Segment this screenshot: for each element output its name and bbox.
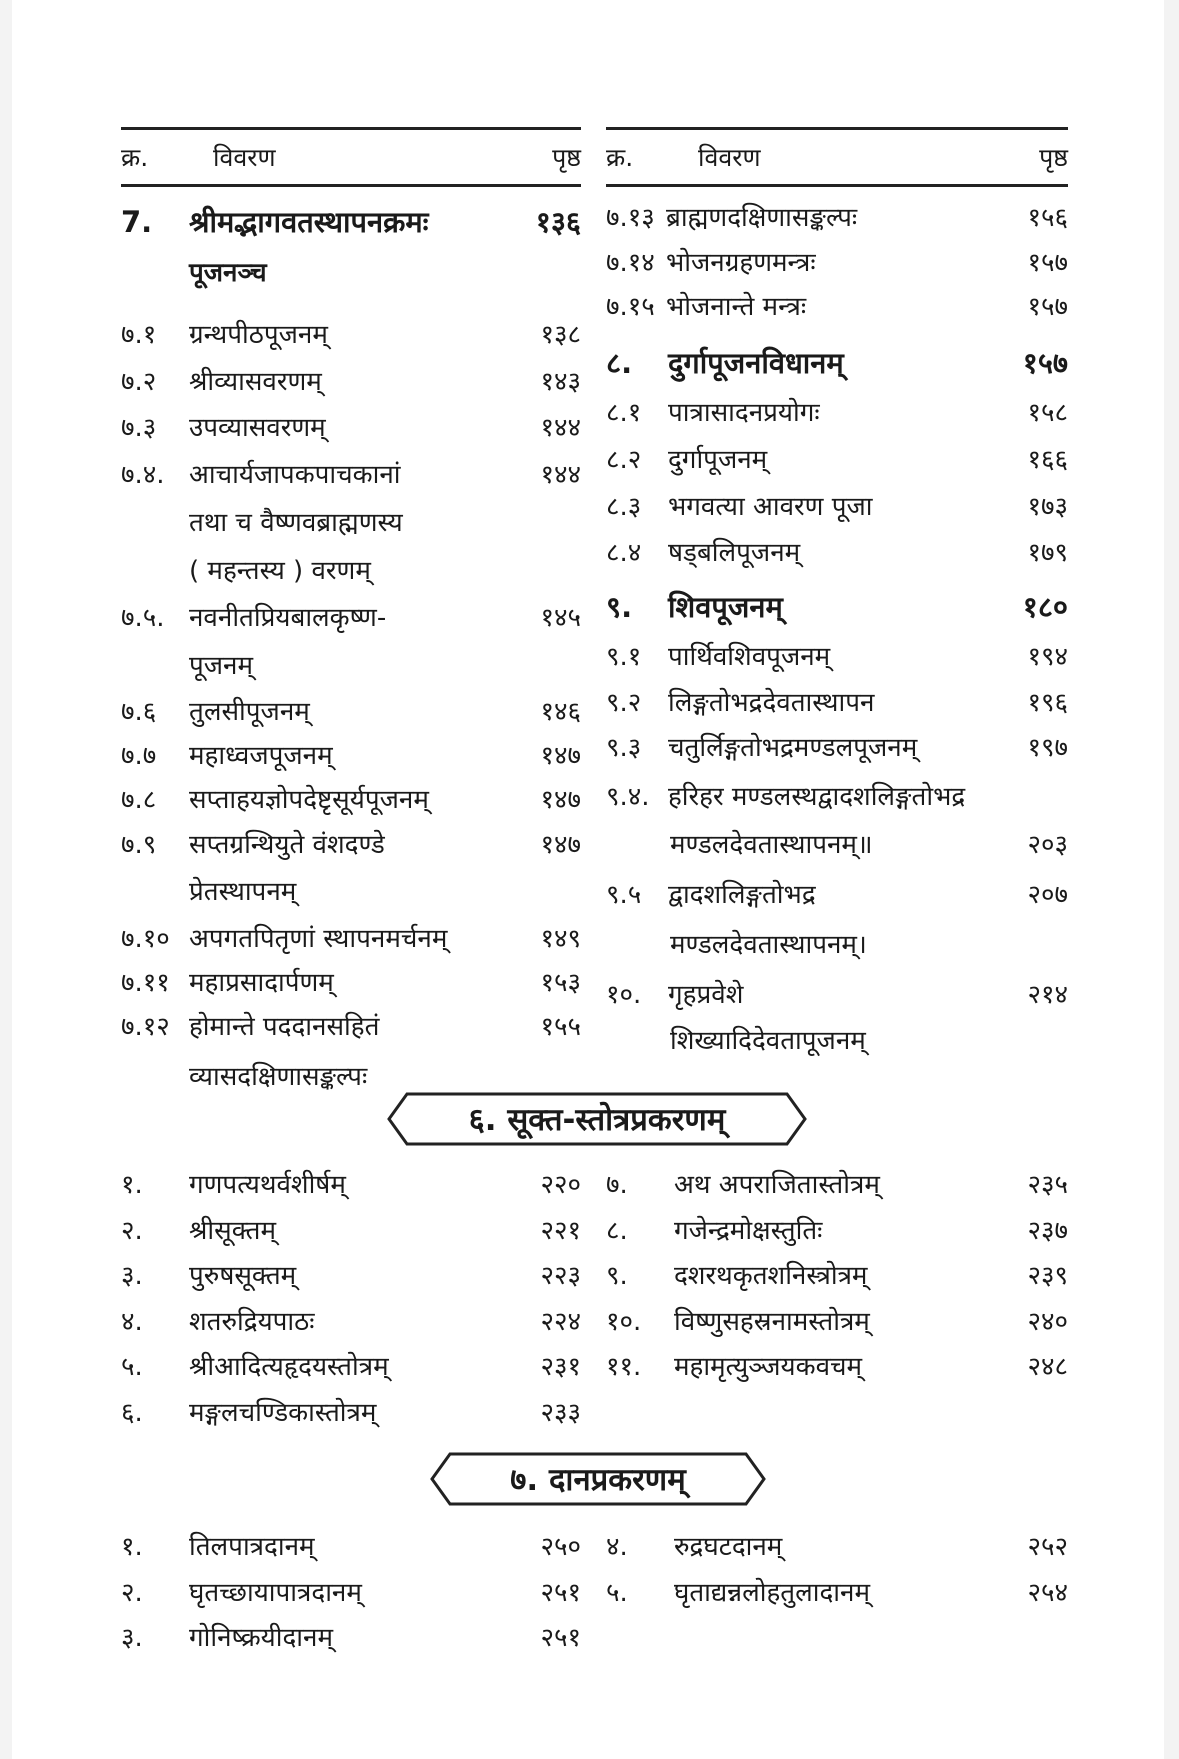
entry-title: तुलसीपूजनम्	[189, 697, 310, 727]
section-banner-6	[387, 1092, 807, 1146]
entry-number: ९.	[606, 590, 633, 624]
entry-number: ७.११	[121, 968, 170, 998]
entry-number: ८.	[606, 346, 633, 380]
item-title: गोनिष्क्रयीदानम्	[189, 1623, 333, 1653]
item-number: ५.	[121, 1352, 143, 1382]
entry-title: तथा च वैष्णवब्राह्मणस्य	[189, 508, 403, 538]
item-title: दशरथकृतशनिस्त्रोत्रम्	[674, 1261, 868, 1291]
entry-page: १४४	[540, 460, 581, 490]
entry-page: १६६	[1027, 445, 1068, 475]
entry-title: ग्रन्थपीठपूजनम्	[189, 320, 328, 350]
entry-title: दुर्गापूजनविधानम्	[668, 346, 844, 380]
item-page: २२१	[540, 1215, 581, 1246]
entry-title: शिख्यादिदेवतापूजनम्	[670, 1026, 866, 1056]
item-number: ९.	[606, 1261, 628, 1291]
document-page	[12, 0, 1164, 1759]
table-header-left	[121, 127, 581, 187]
item-title: घृताद्यन्नलोहतुलादानम्	[674, 1577, 870, 1608]
entry-title: चतुर्लिङ्गतोभद्रमण्डलपूजनम्	[668, 733, 918, 763]
entry-number: ७.५.	[121, 603, 165, 633]
item-page: २४०	[1027, 1306, 1068, 1337]
entry-title: प्रेतस्थापनम्	[189, 877, 297, 907]
entry-number: ७.१०	[121, 924, 170, 954]
entry-number: ९.२	[606, 688, 642, 718]
entry-page: १९७	[1027, 733, 1068, 763]
entry-title: श्रीव्यासवरणम्	[189, 367, 322, 397]
entry-title: ब्राह्मणदक्षिणासङ्कल्पः	[666, 203, 858, 233]
entry-number: १०.	[606, 980, 642, 1010]
entry-title: षड्बलिपूजनम्	[668, 538, 801, 568]
entry-page: २०३	[1027, 830, 1068, 860]
entry-number: ८.४	[606, 538, 642, 568]
item-number: ४.	[121, 1306, 143, 1337]
item-page: २३९	[1027, 1261, 1068, 1291]
entry-number: ७.८	[121, 785, 157, 815]
entry-title: द्वादशलिङ्गतोभद्र	[668, 880, 816, 910]
item-number: ५.	[606, 1577, 628, 1608]
entry-title: श्रीमद्भागवतस्थापनक्रमः	[189, 205, 429, 239]
item-page: २३१	[540, 1352, 581, 1382]
item-number: ११.	[606, 1352, 642, 1382]
entry-page: १५५	[540, 1012, 581, 1042]
entry-title: भोजनान्ते मन्त्रः	[666, 292, 807, 322]
entry-number: ९.१	[606, 642, 642, 672]
item-title: महामृत्युञ्जयकवचम्	[674, 1352, 863, 1382]
entry-page: १४५	[540, 603, 581, 633]
entry-page: २१४	[1027, 980, 1068, 1010]
entry-title: व्यासदक्षिणासङ्कल्पः	[189, 1062, 368, 1092]
entry-page: १५७	[1027, 292, 1068, 322]
entry-page: १३६	[535, 205, 581, 239]
entry-number: ९.३	[606, 733, 642, 763]
item-title: अथ अपराजितास्तोत्रम्	[674, 1170, 880, 1200]
entry-page: १५६	[1027, 203, 1068, 233]
item-page: २५४	[1027, 1577, 1068, 1608]
entry-title: नवनीतप्रियबालकृष्ण-	[189, 603, 387, 633]
entry-title: उपव्यासवरणम्	[189, 413, 326, 443]
entry-number: ७.१२	[121, 1012, 170, 1042]
item-page: २५१	[540, 1623, 581, 1653]
item-page: २३३	[540, 1397, 581, 1428]
entry-page: १८०	[1022, 590, 1068, 624]
header-desc: विवरण	[698, 143, 761, 172]
header-page: पृष्ठ	[552, 143, 581, 172]
item-number: ६.	[121, 1397, 143, 1428]
item-page: २५२	[1027, 1532, 1068, 1562]
table-header-right	[606, 127, 1068, 187]
section-banner-7	[430, 1452, 766, 1506]
item-title: श्रीआदित्यहृदयस्तोत्रम्	[189, 1352, 389, 1382]
entry-number: ९.४.	[606, 782, 650, 812]
entry-title: हरिहर मण्डलस्थद्वादशलिङ्गतोभद्र	[668, 782, 966, 812]
item-title: मङ्गलचण्डिकास्तोत्रम्	[189, 1397, 377, 1428]
entry-title: सप्तग्रन्थियुते वंशदण्डे	[189, 830, 385, 860]
entry-number: ७.२	[121, 367, 157, 397]
entry-page: १५८	[1027, 398, 1068, 428]
entry-page: १४७	[540, 741, 581, 771]
item-page: २५०	[540, 1532, 581, 1562]
item-number: ४.	[606, 1532, 628, 1562]
entry-page: १४७	[540, 830, 581, 860]
item-title: घृतच्छायापात्रदानम्	[189, 1577, 362, 1608]
entry-number: ७.९	[121, 830, 157, 860]
entry-number: ७.१४	[606, 248, 655, 278]
item-page: २३५	[1027, 1170, 1068, 1200]
entry-number: ७.४.	[121, 460, 165, 490]
entry-title: पूजनम्	[189, 651, 254, 681]
item-title: पुरुषसूक्तम्	[189, 1261, 297, 1291]
item-page: २५१	[540, 1577, 581, 1608]
entry-title: दुर्गापूजनम्	[668, 445, 768, 475]
entry-page: १५७	[1022, 346, 1068, 380]
entry-number: ८.२	[606, 445, 642, 475]
item-page: २२४	[540, 1306, 581, 1337]
entry-title: गृहप्रवेशे	[668, 980, 744, 1010]
entry-title: मण्डलदेवतास्थापनम्॥	[670, 830, 873, 860]
entry-number: ७.६	[121, 697, 157, 727]
item-page: २३७	[1027, 1215, 1068, 1246]
entry-page: १५३	[540, 968, 581, 998]
item-number: ७.	[606, 1170, 628, 1200]
item-title: तिलपात्रदानम्	[189, 1532, 315, 1562]
entry-number: ८.३	[606, 492, 642, 522]
item-number: २.	[121, 1577, 143, 1608]
entry-number: ७.३	[121, 413, 157, 443]
entry-number: ७.१३	[606, 203, 655, 233]
entry-page: १९६	[1027, 688, 1068, 718]
entry-page: १४९	[540, 924, 581, 954]
item-title: रुद्रघटदानम्	[674, 1532, 783, 1562]
entry-title: महाप्रसादार्पणम्	[189, 968, 334, 998]
entry-page: २०७	[1027, 880, 1068, 910]
item-number: ३.	[121, 1261, 143, 1291]
item-number: १.	[121, 1170, 143, 1200]
entry-page: १३८	[540, 320, 581, 350]
item-number: १०.	[606, 1306, 642, 1337]
item-page: २४८	[1027, 1352, 1068, 1382]
entry-title: पार्थिवशिवपूजनम्	[668, 642, 831, 672]
section-title: ७. दानप्रकरणम्	[510, 1462, 686, 1498]
entry-number: ७.१५	[606, 292, 655, 322]
entry-title: भगवत्या आवरण पूजा	[668, 492, 873, 522]
entry-title: लिङ्गतोभद्रदेवतास्थापन	[668, 688, 875, 718]
entry-page: १९४	[1027, 642, 1068, 672]
entry-page: १४७	[540, 785, 581, 815]
item-number: २.	[121, 1215, 143, 1246]
entry-title: शिवपूजनम्	[668, 590, 783, 624]
entry-title: सप्ताहयज्ञोपदेष्टृसूर्यपूजनम्	[189, 785, 429, 815]
item-title: श्रीसूक्तम्	[189, 1215, 277, 1246]
item-title: गजेन्द्रमोक्षस्तुतिः	[674, 1215, 823, 1246]
entry-title: महाध्वजपूजनम्	[189, 741, 333, 771]
entry-title: मण्डलदेवतास्थापनम्।	[670, 930, 867, 960]
entry-title: पात्रासादनप्रयोगः	[668, 398, 820, 428]
entry-page: १७३	[1027, 492, 1068, 522]
entry-number: ७.७	[121, 741, 157, 771]
entry-page: १४३	[540, 367, 581, 397]
entry-number: 7.	[121, 205, 153, 239]
entry-number: ८.१	[606, 398, 642, 428]
entry-number: ९.५	[606, 880, 642, 910]
header-no: क्र.	[121, 143, 149, 172]
item-number: ३.	[121, 1623, 143, 1653]
header-page: पृष्ठ	[1039, 143, 1068, 172]
item-title: शतरुद्रियपाठः	[189, 1306, 315, 1337]
entry-title: पूजनञ्च	[189, 258, 267, 288]
entry-page: १४६	[540, 697, 581, 727]
item-number: १.	[121, 1532, 143, 1562]
entry-title: आचार्यजापकपाचकानां	[189, 460, 401, 490]
entry-title: भोजनग्रहणमन्त्रः	[666, 248, 816, 278]
entry-title: अपगतपितृणां स्थापनमर्चनम्	[189, 924, 448, 954]
entry-number: ७.१	[121, 320, 157, 350]
item-title: गणपत्यथर्वशीर्षम्	[189, 1170, 346, 1200]
item-number: ८.	[606, 1215, 628, 1246]
item-title: विष्णुसहस्रनामस्तोत्रम्	[674, 1306, 870, 1337]
entry-page: १५७	[1027, 248, 1068, 278]
entry-page: १७९	[1027, 538, 1068, 568]
section-title: ६. सूक्त-स्तोत्रप्रकरणम्	[468, 1102, 726, 1138]
entry-page: १४४	[540, 413, 581, 443]
entry-title: होमान्ते पददानसहितं	[189, 1012, 380, 1042]
entry-title: ( महन्तस्य ) वरणम्	[189, 556, 371, 586]
item-page: २२३	[540, 1261, 581, 1291]
item-page: २२०	[540, 1170, 581, 1200]
header-desc: विवरण	[213, 143, 276, 172]
header-no: क्र.	[606, 143, 634, 172]
